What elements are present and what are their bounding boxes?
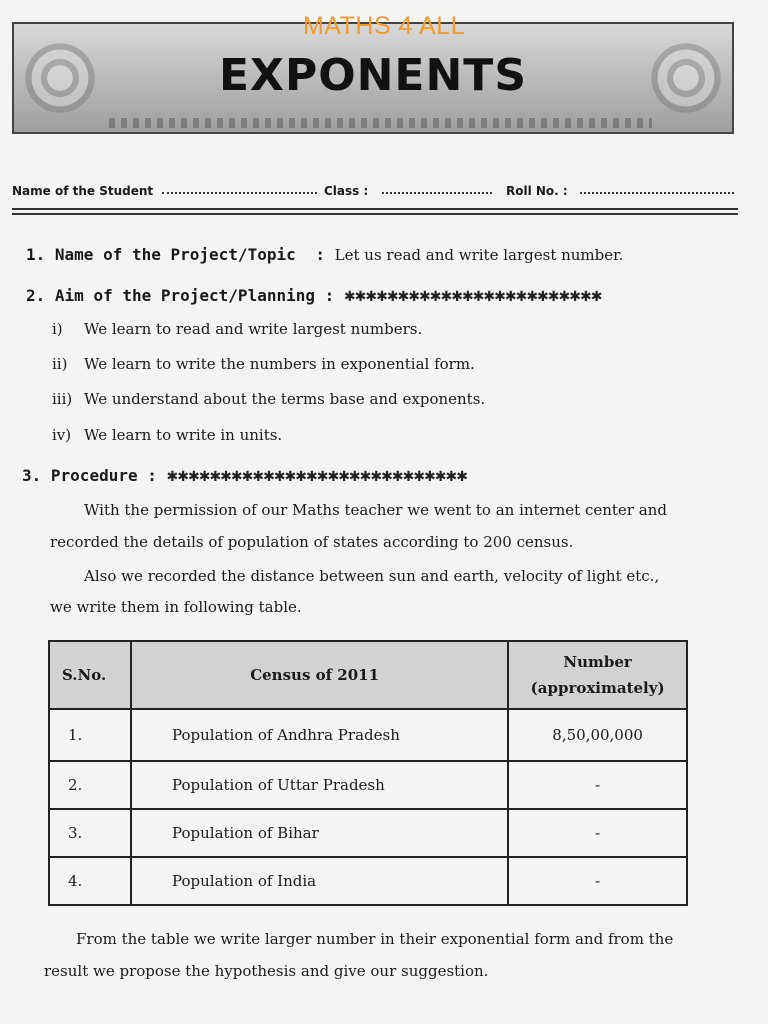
aim-item-text: We understand about the terms base and exponents. <box>84 390 486 408</box>
aim-item-text: We learn to read and write largest numbers. <box>84 320 423 338</box>
procedure-line-3: Also we recorded the distance between sun and earth, velocity of light etc., <box>84 567 660 585</box>
aim-item-1 <box>52 320 422 338</box>
table-header-row <box>49 641 687 709</box>
student-name-label: Name of the Student <box>12 184 154 198</box>
header-sno: S.No. <box>49 641 131 709</box>
section-3 <box>22 466 467 485</box>
aim-item-3 <box>52 390 485 408</box>
watermark: MATHS 4 ALL <box>302 12 466 40</box>
section-1-number: 1. <box>26 245 46 264</box>
decorative-star-border: ✱✱✱✱✱✱✱✱✱✱✱✱✱✱✱✱✱✱✱✱✱✱✱✱✱✱✱✱ <box>166 469 467 485</box>
aim-item-number: i) <box>52 320 63 338</box>
section-2-number: 2. <box>26 286 46 305</box>
procedure-line-1: With the permission of our Maths teacher we went to an internet center and <box>84 501 667 519</box>
cell-census: Population of Uttar Pradesh <box>131 761 508 809</box>
census-table <box>48 640 688 906</box>
header-number-line2: (approximately) <box>530 679 665 697</box>
cell-census: Population of Andhra Pradesh <box>131 709 508 761</box>
decorative-dots <box>109 118 652 128</box>
cell-number: - <box>508 857 687 905</box>
aim-item-number: ii) <box>52 355 68 373</box>
cell-number: 8,50,00,000 <box>508 709 687 761</box>
section-3-number: 3. <box>22 466 42 485</box>
roll-label: Roll No. : <box>506 184 568 198</box>
section-1-value: Let us read and write largest number. <box>334 246 624 264</box>
header-number-line1: Number <box>563 653 632 671</box>
section-1 <box>26 245 623 264</box>
cell-sno: 2. <box>49 761 131 809</box>
section-2 <box>26 286 601 305</box>
header-number <box>508 641 687 709</box>
cell-sno: 1. <box>49 709 131 761</box>
cell-sno: 4. <box>49 857 131 905</box>
cell-number: - <box>508 761 687 809</box>
section-1-label: Name of the Project/Topic <box>54 245 296 264</box>
divider-top <box>12 208 738 210</box>
section-3-label: Procedure : <box>50 466 157 485</box>
procedure-line-2: recorded the details of population of states according to 200 census. <box>50 533 574 551</box>
page-title: EXPONENTS <box>218 50 528 101</box>
cell-sno: 3. <box>49 809 131 857</box>
divider-bottom <box>12 213 738 215</box>
student-info-line <box>12 184 736 204</box>
aim-item-number: iv) <box>52 426 72 444</box>
cell-census: Population of India <box>131 857 508 905</box>
procedure-line-4: we write them in following table. <box>50 598 302 616</box>
header-census: Census of 2011 <box>131 641 508 709</box>
decorative-star-border: ✱✱✱✱✱✱✱✱✱✱✱✱✱✱✱✱✱✱✱✱✱✱✱✱ <box>343 289 602 305</box>
table-row <box>49 809 687 857</box>
conclusion-line-1: From the table we write larger number in their exponential form and from the <box>76 930 674 948</box>
aim-item-text: We learn to write the numbers in exponential form. <box>84 355 475 373</box>
aim-item-2 <box>52 355 475 373</box>
class-label: Class : <box>324 184 369 198</box>
table-row <box>49 761 687 809</box>
table-row <box>49 709 687 761</box>
table-row <box>49 857 687 905</box>
aim-item-4 <box>52 426 282 444</box>
section-1-separator: : <box>315 245 326 264</box>
cell-number: - <box>508 809 687 857</box>
cell-census: Population of Bihar <box>131 809 508 857</box>
conclusion-line-2: result we propose the hypothesis and give our suggestion. <box>44 962 489 980</box>
section-2-label: Aim of the Project/Planning : <box>54 286 335 305</box>
aim-item-text: We learn to write in units. <box>84 426 283 444</box>
aim-item-number: iii) <box>52 390 73 408</box>
